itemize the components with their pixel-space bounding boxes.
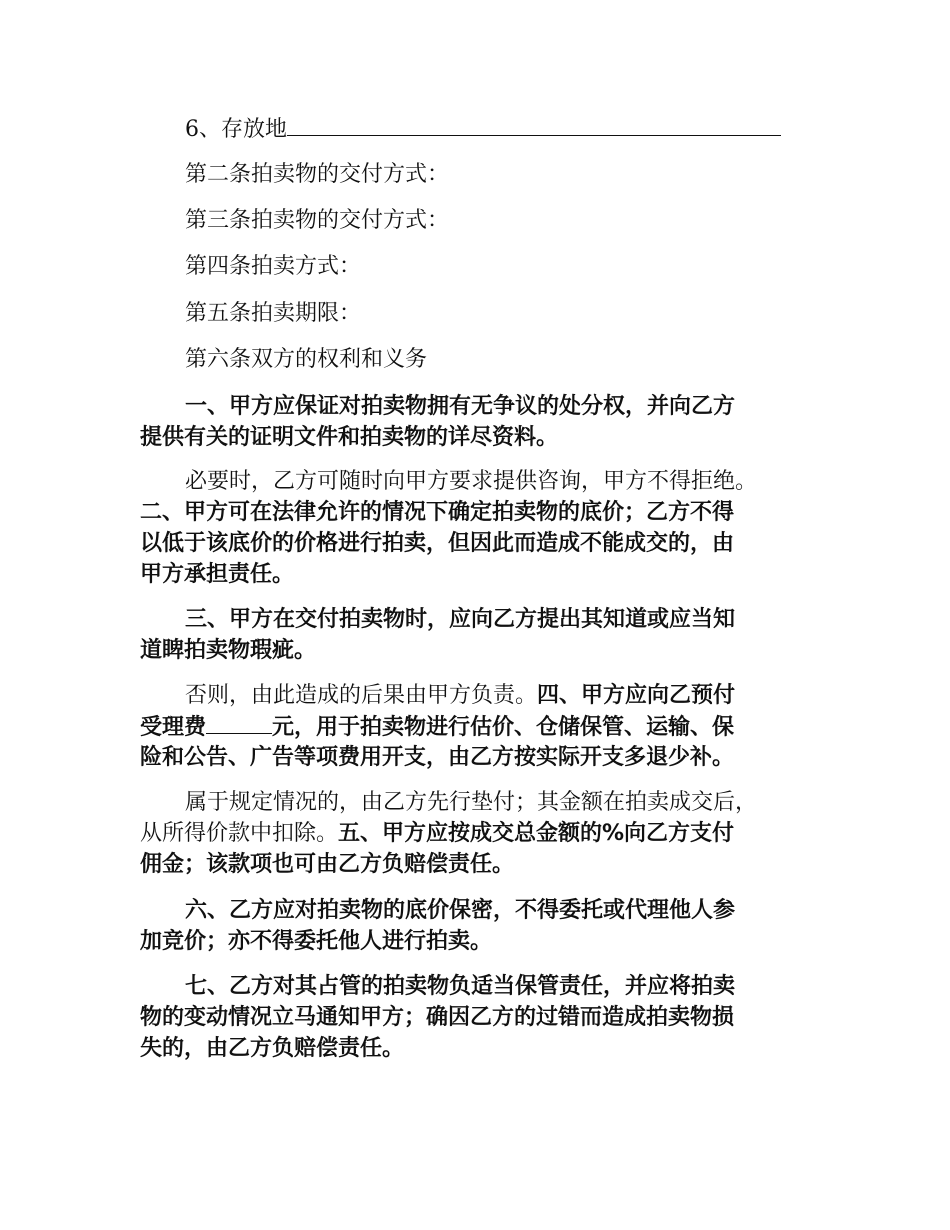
article-2-heading: 第二条拍卖物的交付方式： — [185, 162, 450, 187]
clause-5-line-1 — [140, 820, 734, 848]
clause-2-line-1: 二、甲方可在法律允许的情况下确定拍卖物的底价；乙方不得 — [140, 500, 735, 525]
clause-3-line-2: 道睥拍卖物瑕疵。 — [140, 638, 317, 663]
article-5-heading: 第五条拍卖期限： — [185, 301, 362, 326]
clause-4-note-line-1: 属于规定情况的，由乙方先行垫付；其金额在拍卖成交后， — [185, 790, 758, 815]
clause-7-line-1: 七、乙方对其占管的拍卖物负适当保管责任，并应将拍卖 — [185, 974, 736, 999]
fee-blank-line — [206, 713, 272, 734]
fee-label: 受理费 — [140, 715, 207, 740]
fee-description: 元，用于拍卖物进行估价、仓储保管、运输、保 — [272, 715, 735, 740]
clause-5-line-2: 佣金；该款项也可由乙方负赔偿责任。 — [140, 852, 515, 877]
clause-1-line-1: 一、甲方应保证对拍卖物拥有无争议的处分权，并向乙方 — [185, 394, 736, 419]
clause-6-line-1: 六、乙方应对拍卖物的底价保密，不得委托或代理他人参 — [185, 898, 736, 923]
article-6-heading: 第六条双方的权利和义务 — [185, 347, 428, 372]
storage-blank-line — [287, 115, 781, 136]
storage-label: 6、存放地 — [185, 117, 287, 142]
clause-5-start: 五、甲方应按成交总金额的%向乙方支付 — [338, 821, 735, 846]
clause-4-line-1 — [185, 682, 735, 710]
item-6-storage-location — [185, 115, 781, 144]
clause-2-line-2: 以低于该底价的价格进行拍卖，但因此而造成不能成交的，由 — [140, 531, 735, 556]
article-4-heading: 第四条拍卖方式： — [185, 254, 362, 279]
clause-1-note: 必要时，乙方可随时向甲方要求提供咨询，甲方不得拒绝。 — [185, 469, 758, 494]
clause-6-line-2: 加竞价；亦不得委托他人进行拍卖。 — [140, 929, 493, 954]
clause-2-line-3: 甲方承担责任。 — [140, 562, 295, 587]
clause-7-line-3: 失的，由乙方负赔偿责任。 — [140, 1036, 405, 1061]
clause-4-line-2 — [140, 713, 734, 742]
clause-4-note-end: 从所得价款中扣除。 — [140, 821, 339, 846]
article-3-heading: 第三条拍卖物的交付方式： — [185, 208, 450, 233]
clause-3-line-1: 三、甲方在交付拍卖物时，应向乙方提出其知道或应当知 — [185, 607, 736, 632]
clause-4-line-3: 险和公告、广告等项费用开支，由乙方按实际开支多退少补。 — [140, 745, 735, 770]
clause-7-line-2: 物的变动情况立马通知甲方；确因乙方的过错而造成拍卖物损 — [140, 1005, 735, 1030]
clause-3-consequence: 否则，由此造成的后果由甲方负责。 — [185, 683, 538, 708]
clause-4-start: 四、甲方应向乙预付 — [537, 683, 736, 708]
clause-1-line-2: 提供有关的证明文件和拍卖物的详尽资料。 — [140, 425, 559, 450]
